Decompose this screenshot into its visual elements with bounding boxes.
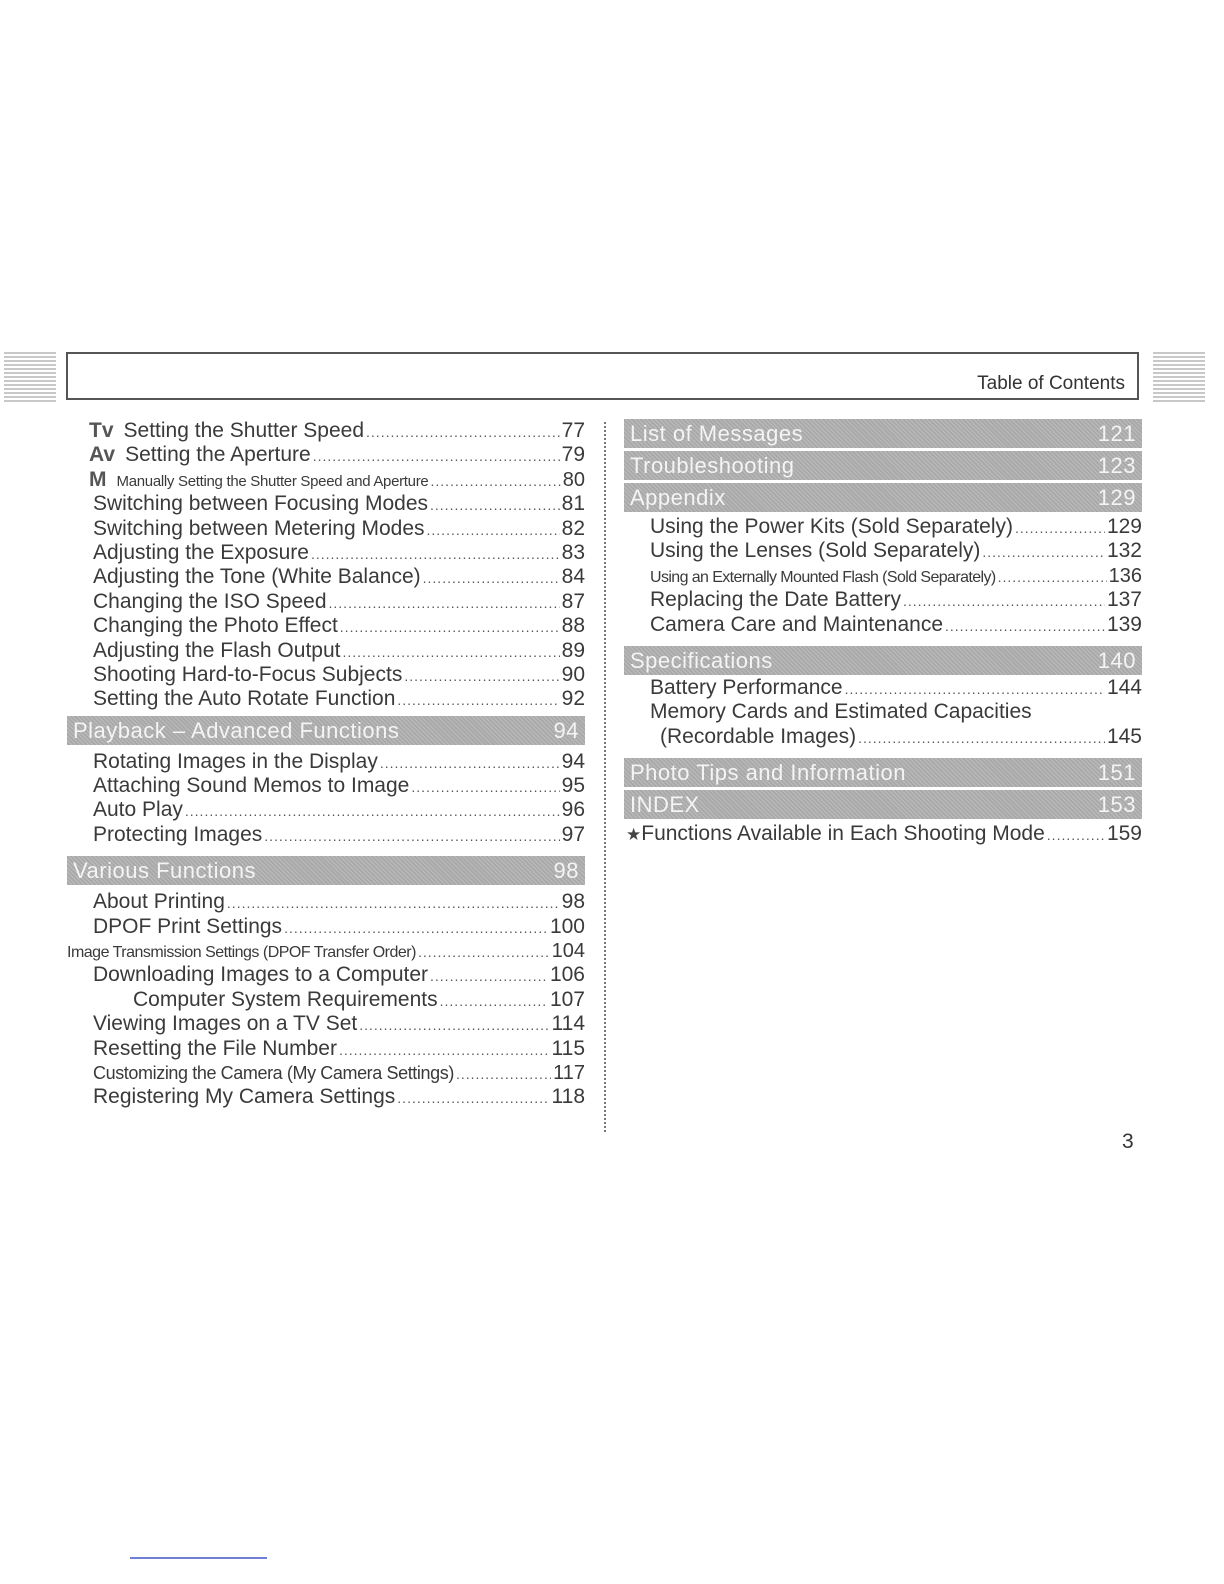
toc-right-column: [624, 419, 1142, 847]
toc-entry[interactable]: ★ Functions Available in Each Shooting Mode ..... 159: [624, 822, 1142, 846]
toc-entry[interactable]: Computer System Requirements ..... 107: [67, 988, 585, 1012]
toc-entry[interactable]: Changing the Photo Effect ..... 88: [67, 614, 585, 638]
toc-entry[interactable]: Av Setting the Aperture ..... 79: [67, 443, 585, 467]
page-edge-pattern-right: [1153, 352, 1205, 402]
toc-entry[interactable]: Switching between Focusing Modes ..... 81: [67, 492, 585, 516]
toc-entry[interactable]: M Manually Setting the Shutter Speed and Aperture ..... 80: [67, 468, 585, 492]
toc-entry[interactable]: (Recordable Images) ..... 145: [624, 725, 1142, 749]
section-header-photo-tips[interactable]: Photo Tips and Information 151: [624, 758, 1142, 787]
toc-entry[interactable]: Camera Care and Maintenance ..... 139: [624, 613, 1142, 637]
toc-entry[interactable]: Rotating Images in the Display ..... 94: [67, 750, 585, 774]
m-mode-icon: M: [89, 467, 107, 491]
section-header-appendix[interactable]: Appendix 129: [624, 483, 1142, 512]
toc-entry[interactable]: Tv Setting the Shutter Speed ..... 77: [67, 419, 585, 443]
toc-entry[interactable]: DPOF Print Settings ..... 100: [67, 915, 585, 939]
section-header-index[interactable]: INDEX 153: [624, 790, 1142, 819]
footer-rule: [130, 1557, 267, 1559]
toc-left-column: [67, 419, 585, 1110]
toc-entry[interactable]: Adjusting the Tone (White Balance) ..... 84: [67, 565, 585, 589]
toc-entry[interactable]: Changing the ISO Speed ..... 87: [67, 590, 585, 614]
toc-entry[interactable]: Attaching Sound Memos to Image ..... 95: [67, 774, 585, 798]
toc-entry[interactable]: Downloading Images to a Computer ..... 106: [67, 963, 585, 987]
section-header-list-of-messages[interactable]: List of Messages 121: [624, 419, 1142, 448]
toc-entry[interactable]: Viewing Images on a TV Set ..... 114: [67, 1012, 585, 1036]
header-title: Table of Contents: [977, 373, 1125, 394]
column-divider: [604, 422, 606, 1132]
star-icon: ★: [626, 825, 642, 845]
toc-entry[interactable]: Setting the Auto Rotate Function ..... 92: [67, 687, 585, 711]
toc-entry[interactable]: Resetting the File Number ..... 115: [67, 1037, 585, 1061]
toc-entry[interactable]: Using the Lenses (Sold Separately) ..... 132: [624, 539, 1142, 563]
toc-entry[interactable]: Using an Externally Mounted Flash (Sold Separately) ..... 136: [624, 564, 1142, 588]
section-header-troubleshooting[interactable]: Troubleshooting 123: [624, 451, 1142, 480]
page-number: 3: [1122, 1130, 1134, 1153]
toc-entry[interactable]: Adjusting the Flash Output ..... 89: [67, 639, 585, 663]
page-header: [66, 352, 1139, 400]
toc-entry[interactable]: Switching between Metering Modes ..... 82: [67, 517, 585, 541]
toc-entry[interactable]: Auto Play ..... 96: [67, 798, 585, 822]
toc-entry[interactable]: Customizing the Camera (My Camera Settings) ..... 117: [67, 1061, 585, 1085]
section-header-specifications[interactable]: Specifications 140: [624, 646, 1142, 675]
toc-entry[interactable]: Protecting Images ..... 97: [67, 823, 585, 847]
section-header-various[interactable]: Various Functions 98: [67, 856, 585, 885]
toc-entry[interactable]: Memory Cards and Estimated Capacities: [650, 700, 1032, 724]
toc-entry[interactable]: Adjusting the Exposure ..... 83: [67, 541, 585, 565]
toc-entry[interactable]: Replacing the Date Battery ..... 137: [624, 588, 1142, 612]
av-mode-icon: Av: [89, 443, 116, 467]
toc-entry[interactable]: Battery Performance ..... 144: [624, 676, 1142, 700]
toc-entry[interactable]: Using the Power Kits (Sold Separately) ..... 129: [624, 515, 1142, 539]
page-edge-pattern-left: [4, 352, 56, 402]
toc-entry[interactable]: About Printing ..... 98: [67, 890, 585, 914]
section-header-playback[interactable]: Playback – Advanced Functions 94: [67, 716, 585, 745]
toc-entry[interactable]: Shooting Hard-to-Focus Subjects ..... 90: [67, 663, 585, 687]
toc-entry[interactable]: Registering My Camera Settings ..... 118: [67, 1085, 585, 1109]
tv-mode-icon: Tv: [89, 419, 114, 442]
toc-entry[interactable]: Image Transmission Settings (DPOF Transfer Order) ..... 104: [67, 939, 585, 963]
